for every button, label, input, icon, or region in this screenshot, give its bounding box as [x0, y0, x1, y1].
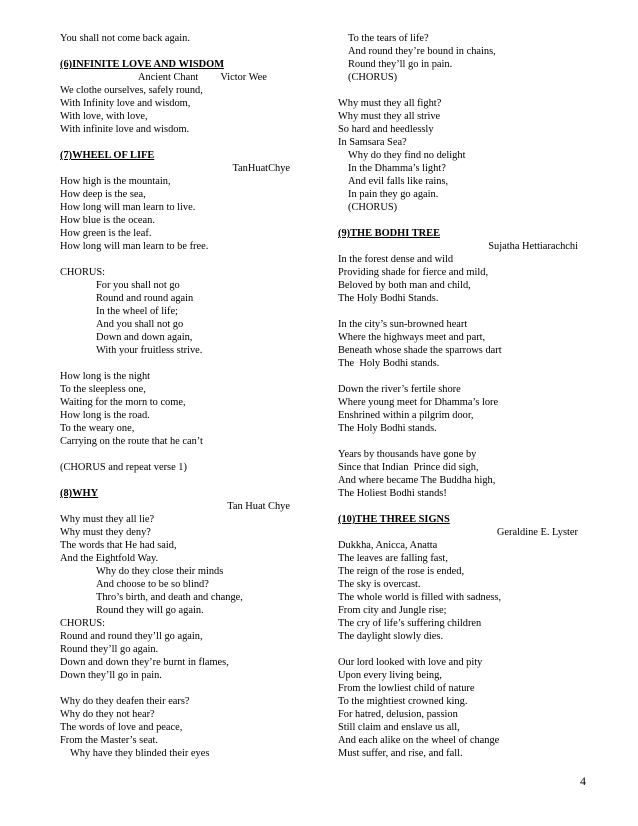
lyric-line: The leaves are falling fast, [338, 553, 448, 564]
lyric-line: And choose to be so blind? [96, 579, 209, 590]
chorus-line: Down and down they’re burnt in flames, [60, 657, 229, 668]
attribution-author: Victor Wee [220, 72, 267, 83]
chorus-note: (CHORUS and repeat verse 1) [60, 462, 187, 473]
attribution-source: Ancient Chant [138, 72, 199, 83]
lyric-line: Why must they all fight? [338, 98, 442, 109]
lyric-line: In Samsara Sea? [338, 137, 407, 148]
chorus-note: (CHORUS) [348, 72, 398, 83]
lyric-line: Where the highways meet and part, [338, 332, 486, 343]
song-author: TanHuatChye [232, 163, 290, 174]
text-line: You shall not come back again. [60, 33, 190, 44]
lyric-line: We clothe ourselves, safely round, [60, 85, 203, 96]
lyric-line: Why must they all strive [338, 111, 441, 122]
lyric-line: Down the river’s fertile shore [338, 384, 461, 395]
lyric-line: To the weary one, [60, 423, 135, 434]
chorus-line: In the wheel of life; [96, 306, 178, 317]
lyric-line: The reign of the rose is ended, [338, 566, 465, 577]
lyric-line: Our lord looked with love and pity [338, 657, 483, 668]
lyric-line: The Holiest Bodhi stands! [338, 488, 447, 499]
lyric-line: Carrying on the route that he can’t [60, 436, 203, 447]
lyric-line: And where became The Buddha high, [338, 475, 496, 486]
lyric-line: Still claim and enslave us all, [338, 722, 460, 733]
lyric-line: From city and Jungle rise; [338, 605, 447, 616]
lyric-line: From the lowliest child of nature [338, 683, 475, 694]
lyric-line: For hatred, delusion, passion [338, 709, 458, 720]
lyric-line: With Infinity love and wisdom, [60, 98, 191, 109]
lyric-line: Thro’s birth, and death and change, [96, 592, 243, 603]
chorus-line: And you shall not go [96, 319, 184, 330]
lyric-line: Why do they not hear? [60, 709, 155, 720]
song-heading-10: (10)THE THREE SIGNS [338, 514, 450, 525]
lyric-line: Why must they deny? [60, 527, 151, 538]
lyric-line: Round they’ll go in pain. [348, 59, 453, 70]
lyric-line: To the tears of life? [348, 33, 429, 44]
song-heading-7: (7)WHEEL OF LIFE [60, 150, 155, 161]
chorus-line: Round they’ll go again. [60, 644, 159, 655]
lyric-line: How high is the mountain, [60, 176, 171, 187]
lyric-line: The words of love and peace, [60, 722, 183, 733]
chorus-line: Round and round they’ll go again, [60, 631, 203, 642]
lyric-line: Round they will go again. [96, 605, 204, 616]
lyric-line: Upon every living being, [338, 670, 442, 681]
lyric-line: How long will man learn to live. [60, 202, 196, 213]
chorus-note: (CHORUS) [348, 202, 398, 213]
page-number: 4 [580, 774, 586, 788]
lyric-line: The sky is overcast. [338, 579, 421, 590]
lyric-line: The cry of life’s suffering children [338, 618, 482, 629]
lyric-line: The Holy Bodhi stands. [338, 423, 437, 434]
lyric-line: Providing shade for fierce and mild, [338, 267, 489, 278]
chorus-line: Down and down again, [96, 332, 193, 343]
lyric-line: So hard and heedlessly [338, 124, 434, 135]
lyric-line: Why do they close their minds [96, 566, 224, 577]
song-attribution [60, 71, 290, 84]
chorus-line: With your fruitless strive. [96, 345, 203, 356]
chorus-line: Down they’ll go in pain. [60, 670, 162, 681]
lyric-line: And the Eightfold Way. [60, 553, 159, 564]
song-heading-6: (6)INFINITE LOVE AND WISDOM [60, 59, 225, 70]
lyric-line: Why do they deafen their ears? [60, 696, 190, 707]
lyric-line: How long will man learn to be free. [60, 241, 209, 252]
lyric-line: How long is the night [60, 371, 151, 382]
lyric-line: Why must they all lie? [60, 514, 155, 525]
lyric-line: How deep is the sea, [60, 189, 146, 200]
lyric-line: Why do they find no delight [348, 150, 466, 161]
lyric-line: Waiting for the morn to come, [60, 397, 186, 408]
lyric-line: How long is the road. [60, 410, 150, 421]
lyric-line: Years by thousands have gone by [338, 449, 477, 460]
lyric-line: And each alike on the wheel of change [338, 735, 500, 746]
lyric-line: In the Dhamma’s light? [348, 163, 446, 174]
lyric-line: With love, with love, [60, 111, 148, 122]
chorus-line: Round and round again [96, 293, 194, 304]
lyric-line: Dukkha, Anicca, Anatta [338, 540, 438, 551]
lyric-line: The whole world is filled with sadness, [338, 592, 502, 603]
song-author: Sujatha Hettiarachchi [488, 241, 578, 252]
lyric-line: Beloved by both man and child, [338, 280, 471, 291]
lyric-line: From the Master’s seat. [60, 735, 158, 746]
lyric-line: Enshrined within a pilgrim door, [338, 410, 474, 421]
song-author: Geraldine E. Lyster [496, 527, 578, 538]
lyric-line: In the forest dense and wild [338, 254, 454, 265]
lyric-line: Must suffer, and rise, and fall. [338, 748, 463, 759]
song-author: Tan Huat Chye [227, 501, 290, 512]
lyric-line: To the sleepless one, [60, 384, 146, 395]
chorus-label: CHORUS: [60, 618, 106, 629]
lyric-line: And round they’re bound in chains, [348, 46, 496, 57]
lyric-line: How blue is the ocean. [60, 215, 155, 226]
lyric-line: The Holy Bodhi stands. [338, 358, 440, 369]
chorus-label: CHORUS: [60, 267, 106, 278]
lyric-line: The Holy Bodhi Stands. [338, 293, 439, 304]
song-heading-8: (8)WHY [60, 488, 99, 499]
chorus-line: For you shall not go [96, 280, 180, 291]
lyric-line: In pain they go again. [348, 189, 439, 200]
lyric-line: To the mightiest crowned king. [338, 696, 468, 707]
lyric-line: With infinite love and wisdom. [60, 124, 190, 135]
lyric-line: Beneath whose shade the sparrows dart [338, 345, 502, 356]
lyric-line: In the city’s sun-browned heart [338, 319, 468, 330]
lyric-line: Where young meet for Dhamma’s lore [338, 397, 499, 408]
lyric-line: Why have they blinded their eyes [70, 748, 210, 759]
lyric-line: Since that Indian Prince did sigh, [338, 462, 479, 473]
lyric-line: The words that He had said, [60, 540, 177, 551]
left-column [60, 32, 290, 760]
right-column [338, 32, 578, 760]
lyric-line: How green is the leaf. [60, 228, 152, 239]
lyric-line: And evil falls like rains, [348, 176, 449, 187]
song-heading-9: (9)THE BODHI TREE [338, 228, 441, 239]
lyric-line: The daylight slowly dies. [338, 631, 444, 642]
